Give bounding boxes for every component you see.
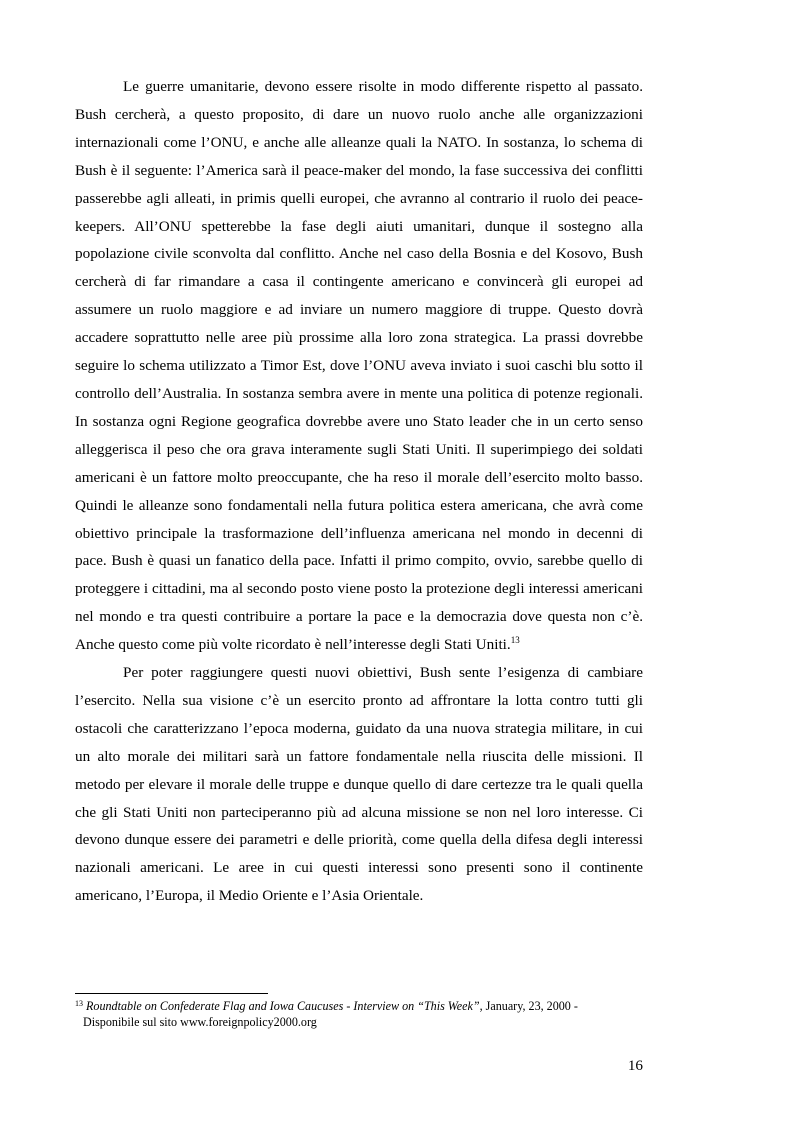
paragraph-2-text: Per poter raggiungere questi nuovi obiettivi, Bush sente l’esigenza di cambiare l’esercito. Nella sua visione c’è un esercito pronto ad affrontare la lotta contro tutti gli ostacoli che caratterizzano l’epoca moderna, guidato da una nuova strategia militare, in cui un alto morale dei militari sarà un fattore fondamentale nella riuscita delle missioni. Il metodo per elevare il morale delle truppe e dunque quello di dare certezze tra le quali quella che gli Stati Uniti non parteciperanno più ad alcuna missione se non nel loro interesse. Ci devono dunque essere dei parametri e delle priorità, come quella della difesa degli interessi nazionali americani. Le aree in cui questi interessi sono presenti sono il continente americano, l’Europa, il Medio Oriente e l’Asia Orientale. — [75, 664, 643, 905]
footnote-date: January, 23, 2000 - — [482, 999, 578, 1013]
body-text — [75, 73, 643, 910]
paragraph-1 — [75, 73, 643, 659]
page-number: 16 — [627, 1057, 643, 1074]
footnote-13 — [75, 998, 643, 1030]
footnote-separator — [75, 993, 268, 994]
footnote-reference-13: 13 — [510, 635, 520, 646]
footnote-line-1 — [75, 998, 643, 1014]
footnote-title: Roundtable on Confederate Flag and Iowa Caucuses - Interview on “This Week”, — [86, 999, 483, 1013]
paragraph-2 — [75, 659, 643, 910]
footnote-number: 13 — [75, 999, 83, 1008]
footnote-source: Disponibile sul sito www.foreignpolicy2000.org — [83, 1015, 317, 1029]
paragraph-1-text: Le guerre umanitarie, devono essere risolte in modo differente rispetto al passato. Bush cercherà, a questo proposito, di dare un nuovo ruolo anche alle organizzazioni internazionali come l’ONU, e anche alle alleanze quali la NATO. In sostanza, lo schema di Bush è il seguente: l’America sarà il peace-maker del mondo, la fase successiva dei conflitti passerebbe agli alleati, in primis quelli europei, che avranno al contrario il ruolo dei peace-keepers. All’ONU spetterebbe la fase degli aiuti umanitari, dunque il sostegno alla popolazione civile sconvolta dal conflitto. Anche nel caso della Bosnia e del Kosovo, Bush cercherà di far rimandare a casa il contingente americano e convincerà gli europei ad assumere un ruolo maggiore e ad inviare un numero maggiore di truppe. Questo dovrà accadere soprattutto nelle aree più prossime alla loro zona strategica. La prassi dovrebbe seguire lo schema utilizzato a Timor Est, dove l’ONU aveva inviato i suoi caschi blu sotto il controllo dell’Australia. In sostanza sembra avere in mente una politica di potenze regionali. In sostanza ogni Regione geografica dovrebbe avere uno Stato leader che in un certo senso alleggerisca il peso che ora grava interamente sugli Stati Uniti. Il superimpiego dei soldati americani è un fattore molto preoccupante, che ha reso il morale dell’esercito molto basso. Quindi le alleanze sono fondamentali nella futura politica estera americana, che avrà come obiettivo principale la trasformazione dell’influenza americana nel mondo in decenni di pace. Bush è quasi un fanatico della pace. Infatti il primo compito, ovvio, sarebbe quello di proteggere i cittadini, ma al secondo posto viene posto la protezione degli interessi americani nel mondo e tra questi contribuire a portare la pace e la democrazia dove questa non c’è. Anche questo come più volte ricordato è nell’interesse degli Stati Uniti. — [75, 78, 643, 654]
